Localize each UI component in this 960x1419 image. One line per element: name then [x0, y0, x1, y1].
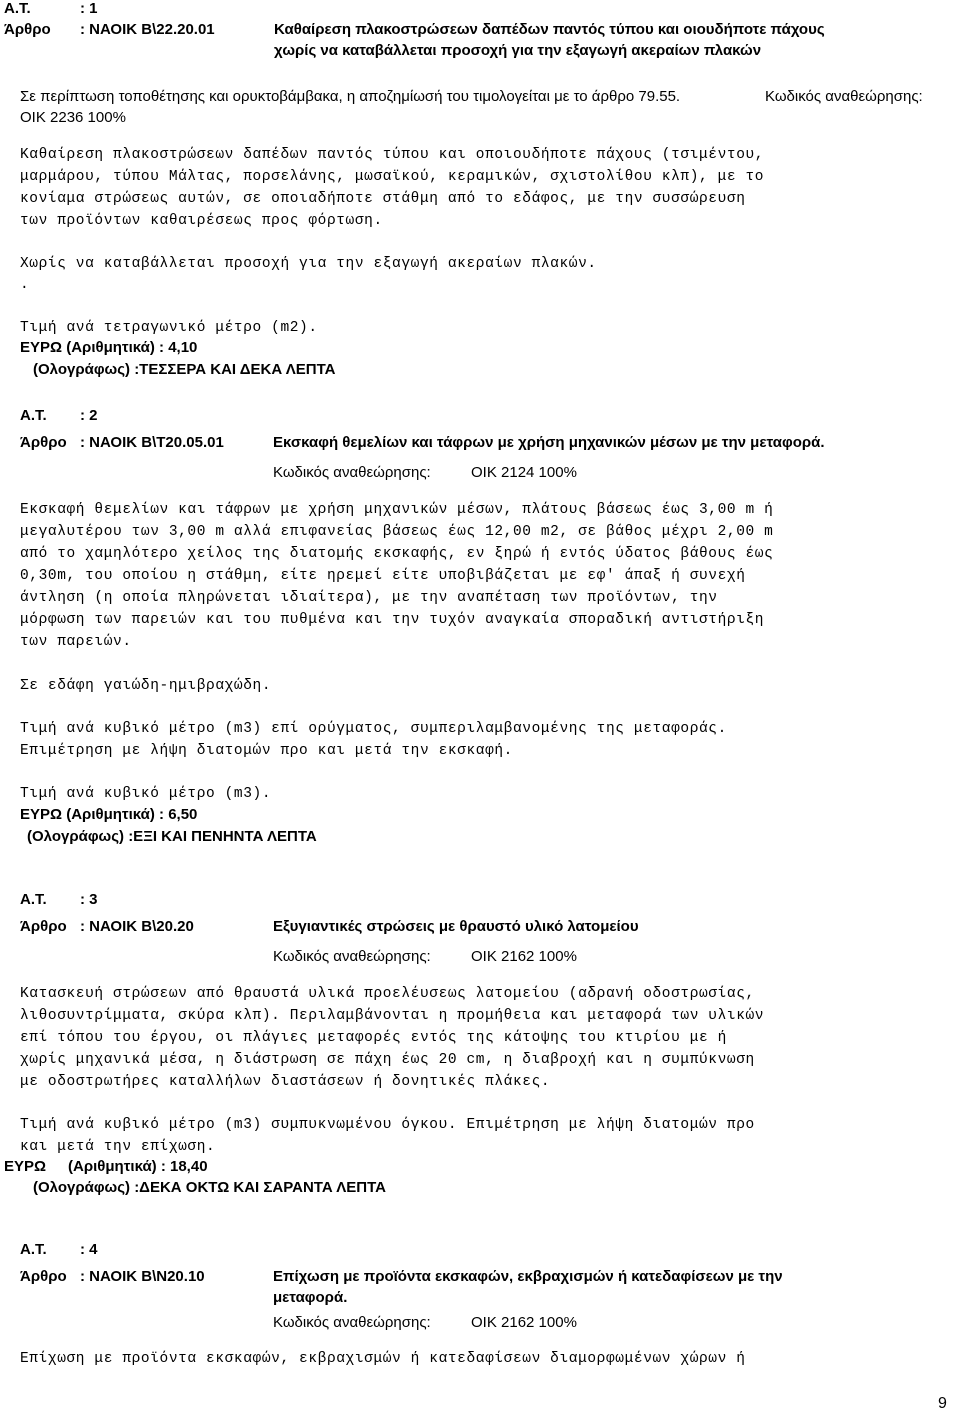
measurement-line: Τιμή ανά κυβικό μέτρο (m3) συμπυκνωμένου όγκου. Επιμέτρηση με λήψη διατομών προ [20, 1117, 755, 1133]
at-value: : 4 [80, 1241, 98, 1258]
article-label: Άρθρο [20, 434, 67, 451]
revision-label: Κωδικός αναθεώρησης: [273, 464, 431, 481]
description-line: μαρμάρου, τύπου Μάλτας, πορσελάνης, μωσαϊκού, κεραμικών, σχιστολίθου κλπ), με το [20, 169, 765, 185]
article-code: : ΝΑΟΙΚ Β\Τ20.05.01 [80, 434, 224, 451]
revision-code: ΟΙΚ 2124 100% [471, 464, 577, 481]
article-title: χωρίς να καταβάλλεται προσοχή για την εξαγωγή ακεραίων πλακών [274, 42, 762, 59]
revision-code: ΟΙΚ 2162 100% [471, 1314, 577, 1331]
at-value: : 3 [80, 891, 98, 908]
unit-line: Τιμή ανά κυβικό μέτρο (m3). [20, 786, 272, 802]
description-line: Χωρίς να καταβάλλεται προσοχή για την εξαγωγή ακεραίων πλακών. [20, 256, 597, 272]
at-value: : 2 [80, 407, 98, 424]
at-label: Α.Τ. [20, 891, 47, 908]
measurement-line: Επιμέτρηση με λήψη διατομών προ και μετά την εκσκαφή. [20, 743, 513, 759]
description-line: Καθαίρεση πλακοστρώσεων δαπέδων παντός τύπου και οποιουδήποτε πάχους (τσιμέντου, [20, 147, 765, 163]
description-line: των παρειών. [20, 634, 132, 650]
description-line: Επίχωση με προϊόντα εκσκαφών, εκβραχισμών ή κατεδαφίσεων διαμορφωμένων χώρων ή [20, 1351, 746, 1367]
description-line: με οδοστρωτήρες καταλλήλων διαστάσεων ή δονητικές πλάκες. [20, 1074, 551, 1090]
price-words: (Ολογράφως) :ΔΕΚΑ ΟΚΤΩ ΚΑΙ ΣΑΡΑΝΤΑ ΛΕΠΤΑ [33, 1179, 386, 1196]
description-line: λιθοσυντρίμματα, σκύρα κλπ). Περιλαμβάνονται η προμήθεια και μεταφορά των υλικών [20, 1008, 765, 1024]
article-title: Εξυγιαντικές στρώσεις με θραυστό υλικό λατομείου [273, 918, 639, 935]
article-label: Άρθρο [20, 1268, 67, 1285]
at-label: Α.Τ. [4, 0, 31, 17]
revision-label: Κωδικός αναθεώρησης: [765, 88, 923, 105]
description-line: άντληση (η οποία πληρώνεται ιδιαίτερα), με την αναπέταση των προϊόντων, την [20, 590, 718, 606]
at-value: : 1 [80, 0, 98, 17]
revision-label: Κωδικός αναθεώρησης: [273, 948, 431, 965]
article-title: Επίχωση με προϊόντα εκσκαφών, εκβραχισμών ή κατεδαφίσεων με την [273, 1268, 783, 1285]
price-numeric: ΕΥΡΩ (Αριθμητικά) : 6,50 [20, 806, 198, 823]
description-line: 0,30m, του οποίου η στάθμη, είτε ηρεμεί είτε υποβιβάζεται με εφ' άπαξ ή συνεχή [20, 568, 746, 584]
price-currency: ΕΥΡΩ [4, 1158, 47, 1175]
article-label: Άρθρο [4, 21, 51, 38]
description-line: από το χαμηλότερο χείλος της διατομής εκσκαφής, εν ξηρώ ή εντός ύδατος βάθους έως [20, 546, 774, 562]
description-line: κονίαμα στρώσεως αυτών, σε οποιαδήποτε στάθμη από το εδάφος, με την συσσώρευση [20, 191, 746, 207]
description-line: επί τόπου του έργου, οι πλάγιες μεταφορές εντός της κάτοψης του κτιρίου με ή [20, 1030, 727, 1046]
revision-code: ΟΙΚ 2162 100% [471, 948, 577, 965]
article-code: : ΝΑΟΙΚ Β\22.20.01 [80, 21, 215, 38]
revision-label: Κωδικός αναθεώρησης: [273, 1314, 431, 1331]
article-title: Καθαίρεση πλακοστρώσεων δαπέδων παντός τύπου και οιουδήποτε πάχους [274, 21, 825, 38]
soil-type: Σε εδάφη γαιώδη-ημιβραχώδη. [20, 678, 272, 694]
description-line: των προϊόντων καθαιρέσεως προς φόρτωση. [20, 213, 383, 229]
description-line: χωρίς μηχανικά μέσα, η διάστρωση σε πάχη έως 20 cm, η διαβροχή και η συμπύκνωση [20, 1052, 755, 1068]
article-title: Εκσκαφή θεμελίων και τάφρων με χρήση μηχανικών μέσων με την μεταφορά. [273, 434, 825, 451]
measurement-line: και μετά την επίχωση. [20, 1139, 216, 1155]
article-code: : ΝΑΟΙΚ Β\20.20 [80, 918, 194, 935]
at-label: Α.Τ. [20, 1241, 47, 1258]
page-number: 9 [938, 1395, 947, 1412]
description-line: Εκσκαφή θεμελίων και τάφρων με χρήση μηχανικών μέσων, πλάτους βάσεως έως 3,00 m ή [20, 502, 774, 518]
revision-code: ΟΙΚ 2236 100% [20, 109, 126, 126]
price-numeric: (Αριθμητικά) : 18,40 [68, 1158, 208, 1175]
description-line: Κατασκευή στρώσεων από θραυστά υλικά προελέυσεως λατομείου (αδρανή οδοστρωσίας, [20, 986, 755, 1002]
description-dot: . [20, 277, 30, 293]
measurement-line: Τιμή ανά κυβικό μέτρο (m3) επί ορύγματος, συμπεριλαμβανομένης της μεταφοράς. [20, 721, 727, 737]
article-note: Σε περίπτωση τοποθέτησης και ορυκτοβάμβακα, η αποζημίωσή του τιμολογείται με το άρθρο 79.55. [20, 88, 681, 105]
price-words: (Ολογράφως) :ΤΕΣΣΕΡΑ ΚΑΙ ΔΕΚΑ ΛΕΠΤΑ [33, 361, 336, 378]
description-line: μόρφωση των παρειών και του πυθμένα και την τυχόν αναγκαία σποραδική αντιστήριξη [20, 612, 765, 628]
price-numeric: ΕΥΡΩ (Αριθμητικά) : 4,10 [20, 339, 198, 356]
description-line: μεγαλυτέρου των 3,00 m αλλά επιφανείας βάσεως έως 12,00 m2, σε βάθος μέχρι 2,00 m [20, 524, 774, 540]
article-title: μεταφορά. [273, 1289, 348, 1306]
at-label: Α.Τ. [20, 407, 47, 424]
article-label: Άρθρο [20, 918, 67, 935]
unit-line: Τιμή ανά τετραγωνικό μέτρο (m2). [20, 320, 318, 336]
article-code: : ΝΑΟΙΚ Β\Ν20.10 [80, 1268, 205, 1285]
price-words: (Ολογράφως) :ΕΞΙ ΚΑΙ ΠΕΝΗΝΤΑ ΛΕΠΤΑ [27, 828, 317, 845]
